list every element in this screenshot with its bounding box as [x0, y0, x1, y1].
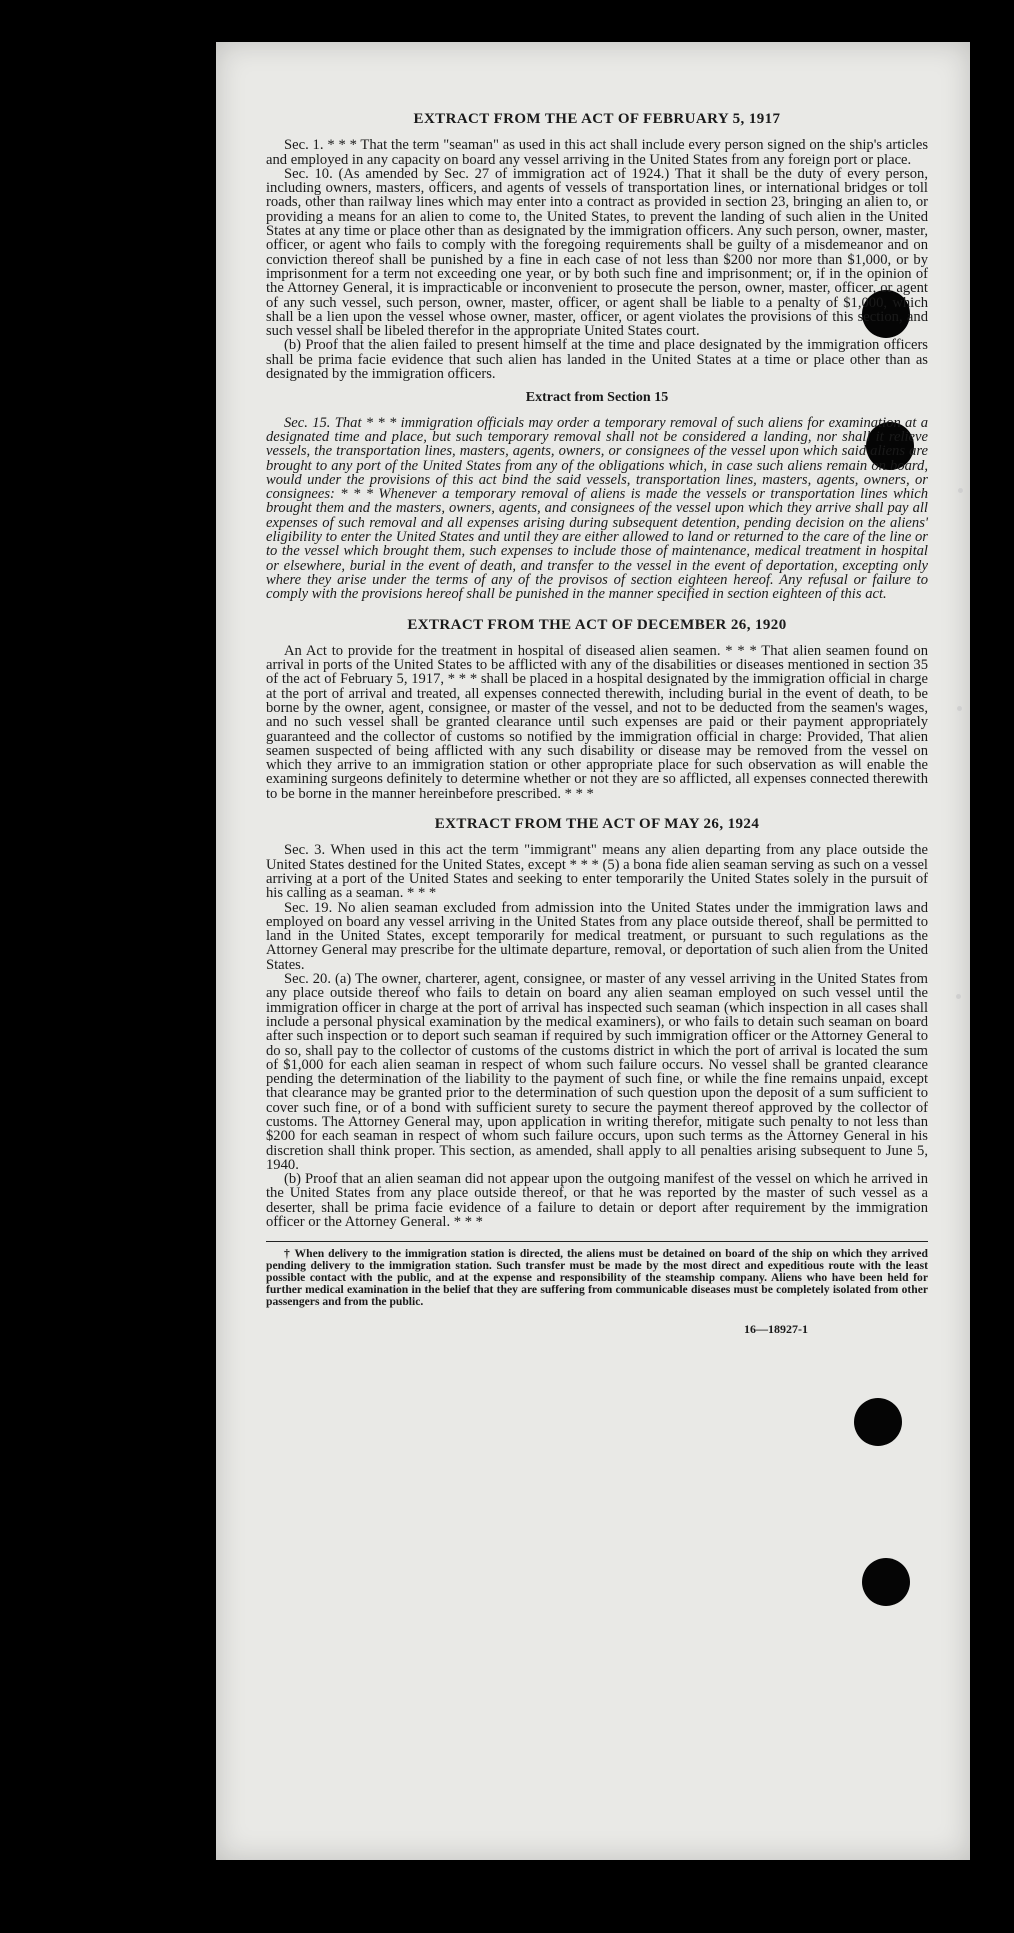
document-number: 16—18927-1 [744, 1322, 808, 1337]
document-page [216, 42, 970, 1860]
punch-hole [862, 1558, 910, 1606]
paragraph-sec-10-b: (b) Proof that the alien failed to present himself at the time and place designated by the immigration officers shall be prima facie evidence that such alien has landed in the United States at a time or place other than as designated by the immigration officers. [266, 337, 928, 383]
paragraph-sec-20-a: Sec. 20. (a) The owner, charterer, agent, consignee, or master of any vessel arriving in the United States from any place outside thereof who fails to detain on board any alien seaman employed on such vessel until the immigration officer in charge at the port of arrival has inspected such seaman (which inspection in all cases shall include a personal physical examination by the medical examiners), or who fails to detain such seaman on board after such inspection or to deport such seaman if required by such immigration officer or the Attorney General to do so, shall pay to the collector of customs of the customs district in which the port of arrival is located the sum of $1,000 for each alien seaman in respect of whom such failure occurs. No vessel shall be granted clearance pending the determination of the liability to the payment of such fine, or while the fine remains unpaid, except that clearance may be granted prior to the determination of such question upon the deposit of a sum sufficient to cover such fine, or of a bond with sufficient surety to secure the payment thereof approved by the collector of customs. The Attorney General may, upon application in writing therefor, mitigate such penalty to not less than $200 for each seaman in respect of whom such failure occurs, upon such terms as the Attorney General in his discretion shall think proper. This section, as amended, shall apply to all penalties arising subsequent to June 5, 1940. [266, 971, 928, 1173]
punch-hole [854, 1398, 902, 1446]
footnote: † When delivery to the immigration station is directed, the aliens must be detained on board of the ship on which they arrived pending delivery to the immigration station. Such transfer must be made by the most direct and expeditious route with the least possible contact with the public, and at the expense and responsibility of the steamship company. Aliens who have been held for further medical examination in the belief that they are suffering from communicable diseases must be completely isolated from other passengers and from the public. [266, 1247, 928, 1309]
subheading-section-15: Extract from Section 15 [525, 390, 669, 406]
paragraph-sec-1: Sec. 1. * * * That the term "seaman" as used in this act shall include every person signed on the ship's articles and employed in any capacity on board any vessel arriving in the United States from any foreign port or place. [266, 137, 928, 168]
footnote-divider [266, 1241, 928, 1242]
speck [958, 488, 963, 493]
paragraph-sec-15: Sec. 15. That * * * immigration officials may order a temporary removal of such aliens for examination at a designated time and place, but such temporary removal shall not be considered a landing, nor shall it relieve vessels, the transportation lines, masters, agents, owners, or consignees of the vessel upon which said aliens are brought to any port of the United States from any of the obligations which, in case such aliens remain on board, would under the provisions of this act bind the said vessels, transportation lines, masters, agents, owners, or consignees: * * * Whenever a temporary removal of aliens is made the vessels or transportation lines which brought them and the masters, owners, agents, and consignees of the vessel upon which they arrive shall pay all expenses of such removal and all expenses arising during subsequent detention, pending decision on the aliens' eligibility to enter the United States and until they are either allowed to land or returned to the care of the line or to the vessel which brought them, such expenses to include those of maintenance, medical treatment in hospital or elsewhere, burial in the event of death, and transfer to the vessel in the event of deportation, excepting only where they arise under the terms of any of the provisos of section eighteen hereof. Any refusal or failure to comply with the provisions hereof shall be punished in the manner specified in section eighteen of this act. [266, 414, 928, 603]
section-heading-may-1924: EXTRACT FROM THE ACT OF MAY 26, 1924 [434, 816, 760, 833]
document-body [266, 112, 928, 1337]
paragraph-dec-1920: An Act to provide for the treatment in hospital of diseased alien seamen. * * * That alien seamen found on arrival in ports of the United States to be afflicted with any of the disabilities or diseases mentioned in section 35 of the act of February 5, 1917, * * * shall be placed in a hospital designated by the immigration official in charge at the port of arrival and treated, all expenses connected therewith, including burial in the event of death, to be borne by the owner, agent, consignee, or master of the vessel, and not to be deducted from the seamen's wages, and no such vessel shall be granted clearance until such expenses are paid or their payment appropriately guaranteed and the collector of customs so notified by the immigration official in charge: Provided, That alien seamen suspected of being afflicted with any such disability or disease may be removed from the vessel on which they arrive to an immigration station or other appropriate place for such observation as will enable the examining surgeons definitely to determine whether or not they are so afflicted, all expenses connected therewith to be borne in the manner hereinbefore prescribed. * * * [266, 642, 928, 802]
speck [957, 706, 962, 711]
paragraph-sec-19: Sec. 19. No alien seaman excluded from admission into the United States under the immigration laws and employed on board any vessel arriving in the United States from any place outside thereof, shall be permitted to land in the United States, except temporarily for medical treatment, or pursuant to such regulations as the Attorney General may prescribe for the ultimate departure, removal, or deportation of such alien from the United States. [266, 899, 928, 973]
section-heading-dec-1920: EXTRACT FROM THE ACT OF DECEMBER 26, 1920 [407, 616, 787, 633]
paragraph-sec-20-b: (b) Proof that an alien seaman did not appear upon the outgoing manifest of the vessel on which he arrived in the United States from any place outside thereof, or that he was reported by the master of such vessel as a deserter, shall be prima facie evidence of a failure to detain or deport after requirement by the immigration officer or the Attorney General. * * * [266, 1171, 928, 1231]
paragraph-sec-3: Sec. 3. When used in this act the term "immigrant" means any alien departing from any place outside the United States destined for the United States, except * * * (5) a bona fide alien seaman serving as such on a vessel arriving at a port of the United States and seeking to enter temporarily the United States solely in the pursuit of his calling as a seaman. * * * [266, 842, 928, 902]
paragraph-sec-10: Sec. 10. (As amended by Sec. 27 of immigration act of 1924.) That it shall be the duty of every person, including owners, masters, officers, and agents of vessels of transportation lines, or international bridges or toll roads, other than railway lines which may enter into a contract as provided in section 23, bringing an alien to, or providing a means for an alien to come to, the United States, to prevent the landing of such alien in the United States at any time or place other than as designated by the immigration officers. Any such person, owner, master, officer, or agent who fails to comply with the foregoing requirements shall be guilty of a misdemeanor and on conviction thereof shall be punished by a fine in each case of not less than $200 nor more than $1,000, or by imprisonment for a term not exceeding one year, or by both such fine and imprisonment; or, if in the opinion of the Attorney General, it is impracticable or inconvenient to prosecute the person, owner, master, officer, or agent of any such vessel, such person, owner, master, officer, or agent shall be liable to a penalty of $1,000, which shall be a lien upon the vessel whose owner, master, officer, or agent violates the provisions of this section, and such vessel shall be libeled therefor in the appropriate United States court. [266, 165, 928, 340]
speck [956, 994, 961, 999]
section-heading-feb-1917: EXTRACT FROM THE ACT OF FEBRUARY 5, 1917 [413, 111, 781, 127]
